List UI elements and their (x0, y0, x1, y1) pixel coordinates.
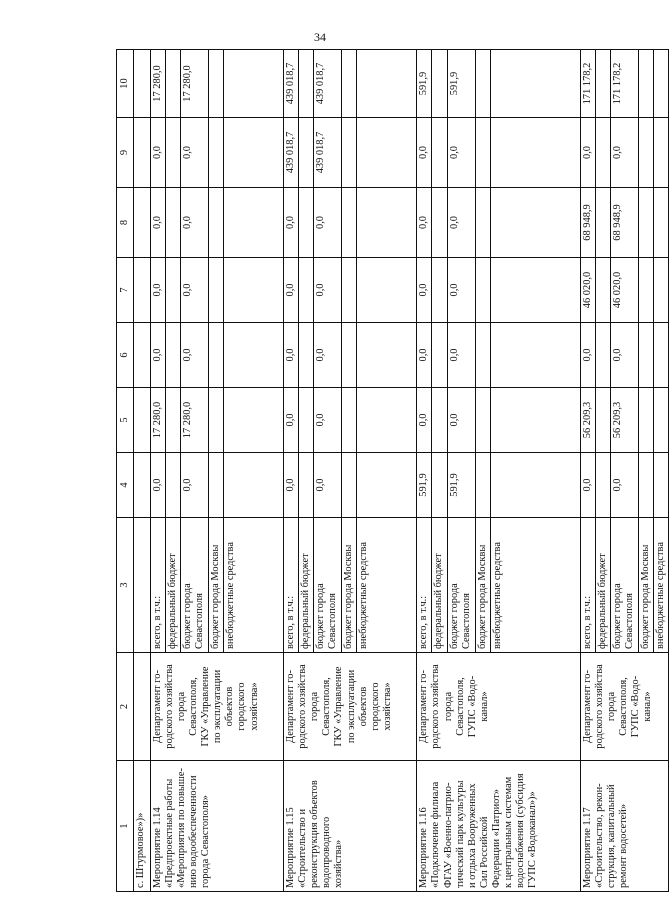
value-cell (653, 388, 668, 453)
executor-line: Департамент го- (418, 670, 430, 743)
value-cell (653, 188, 668, 258)
value-cell: 0,0 (314, 258, 342, 323)
value-cell (432, 50, 447, 118)
value-cell (299, 388, 314, 453)
value-cell (166, 118, 181, 188)
value-cell (475, 388, 490, 453)
value-cell: 439 018,7 (284, 50, 299, 118)
value-cell: 0,0 (284, 323, 299, 388)
executor-line: города (605, 691, 617, 722)
executor-line: Департамент го- (581, 670, 593, 743)
value-cell: 591,9 (447, 453, 475, 518)
value-cell: 0,0 (314, 188, 342, 258)
value-cell (432, 258, 447, 323)
activity-line: нию водообеспеченности (188, 775, 200, 888)
value-cell: 0,0 (151, 323, 166, 388)
activity-line: ремонт водосетей» (617, 803, 629, 888)
executor-line: Севастополя, (321, 677, 333, 736)
value-cell (342, 118, 357, 188)
value-cell (342, 188, 357, 258)
executor-line: города (442, 691, 454, 722)
executor-line: объектов (357, 686, 369, 727)
value-cell (166, 388, 181, 453)
activity-line: «Подключение филиала (430, 781, 442, 888)
funding-source-cell (580, 518, 595, 653)
table-body (151, 50, 669, 892)
funding-source-cell (638, 518, 653, 653)
funding-source-line: Севастополя (194, 593, 206, 649)
continuation-cell: с. Штурмовое»)» (134, 761, 151, 892)
funding-source-line: бюджет города (182, 583, 194, 649)
activity-line: струкция, капитальный (605, 784, 617, 888)
value-cell (475, 258, 490, 323)
funding-source-line: внебюджетные средства (225, 542, 237, 649)
activity-cell (151, 761, 284, 892)
value-cell (653, 453, 668, 518)
value-cell (490, 453, 580, 518)
funding-source-cell (209, 518, 224, 653)
activity-cell (580, 761, 668, 892)
value-cell: 439 018,7 (284, 118, 299, 188)
value-cell (299, 50, 314, 118)
funding-source-line: Севастополя (460, 593, 472, 649)
value-cell (357, 188, 417, 258)
header-cell: 9 (117, 118, 134, 188)
value-cell: 0,0 (284, 188, 299, 258)
value-cell (595, 453, 610, 518)
executor-line: Департамент го- (285, 670, 297, 743)
value-cell (490, 50, 580, 118)
value-cell (166, 453, 181, 518)
value-cell: 0,0 (181, 453, 209, 518)
value-cell: 0,0 (417, 188, 432, 258)
value-cell (638, 258, 653, 323)
value-cell: 17 280,0 (181, 50, 209, 118)
value-cell: 46 020,0 (610, 258, 638, 323)
value-cell: 0,0 (417, 258, 432, 323)
value-cell (299, 323, 314, 388)
value-cell (166, 50, 181, 118)
value-cell: 0,0 (151, 118, 166, 188)
executor-cell (417, 653, 580, 761)
executor-line: Севастополя, (617, 677, 629, 736)
activity-line: Сил Российской (478, 816, 490, 888)
page-number: 34 (314, 30, 326, 44)
value-cell: 68 948,9 (610, 188, 638, 258)
executor-line: города (176, 691, 188, 722)
value-cell (432, 388, 447, 453)
executor-line: Департамент го- (152, 670, 163, 743)
funding-source-cell (447, 518, 475, 653)
value-cell: 0,0 (580, 118, 595, 188)
funding-source-line: бюджет города (448, 583, 460, 649)
value-cell (490, 388, 580, 453)
activity-line: Мероприятие 1.14 (152, 807, 163, 888)
funding-source-cell (417, 518, 432, 653)
value-cell: 17 280,0 (151, 388, 166, 453)
funding-source-line: всего, в т.ч.: (418, 595, 430, 649)
value-cell: 0,0 (447, 388, 475, 453)
executor-line: по эксплуатации (212, 669, 224, 744)
value-cell (490, 258, 580, 323)
value-cell: 591,9 (447, 50, 475, 118)
funding-source-cell (432, 518, 447, 653)
funding-source-cell (284, 518, 299, 653)
activity-line: Мероприятие 1.15 (285, 807, 297, 888)
activity-line: ФГАУ «Военно-патрио- (442, 782, 454, 888)
activity-line: Мероприятие 1.17 (581, 807, 593, 888)
activity-cell (417, 761, 580, 892)
value-cell (299, 258, 314, 323)
executor-line: по эксплуатации (345, 669, 357, 744)
value-cell: 591,9 (417, 50, 432, 118)
funding-source-line: бюджет города Москвы (210, 544, 222, 649)
value-cell (342, 388, 357, 453)
executor-line: города (309, 691, 321, 722)
executor-line: Севастополя, (188, 677, 200, 736)
value-cell (299, 118, 314, 188)
activity-line: «Строительство и (297, 808, 309, 888)
activity-line: тический парк культуры (454, 780, 466, 888)
value-cell (224, 388, 284, 453)
funding-source-line: внебюджетные средства (491, 542, 503, 649)
value-cell: 591,9 (417, 453, 432, 518)
funding-source-line: Севастополя (623, 593, 635, 649)
value-cell: 56 209,3 (580, 388, 595, 453)
value-cell (653, 258, 668, 323)
funding-source-cell (299, 518, 314, 653)
value-cell: 0,0 (447, 323, 475, 388)
activity-line: ГУПС «Водоканал»)» (526, 791, 538, 888)
value-cell (299, 453, 314, 518)
value-cell (209, 453, 224, 518)
value-cell (475, 453, 490, 518)
value-cell (638, 453, 653, 518)
executor-line: канал» (478, 691, 490, 722)
funding-source-line: внебюджетные средства (654, 542, 666, 649)
value-cell (342, 453, 357, 518)
value-cell (342, 50, 357, 118)
value-cell (475, 188, 490, 258)
value-cell: 0,0 (151, 258, 166, 323)
value-cell: 0,0 (151, 453, 166, 518)
value-cell (166, 258, 181, 323)
executor-line: ГУПС «Водо- (466, 675, 478, 738)
funding-source-cell (224, 518, 284, 653)
value-cell (638, 388, 653, 453)
value-cell: 0,0 (284, 453, 299, 518)
value-cell (595, 188, 610, 258)
executor-line: родского хозяйства (164, 664, 176, 749)
value-cell (342, 258, 357, 323)
value-cell (209, 50, 224, 118)
value-cell (224, 258, 284, 323)
funding-source-line: всего, в т.ч.: (285, 595, 297, 649)
program-activities-table (116, 49, 669, 892)
value-cell: 0,0 (417, 388, 432, 453)
value-cell: 439 018,7 (314, 50, 342, 118)
table-row (151, 50, 166, 892)
executor-cell (284, 653, 417, 761)
value-cell (595, 118, 610, 188)
funding-source-line: федеральный бюджет (433, 553, 445, 649)
value-cell: 17 280,0 (151, 50, 166, 118)
value-cell (357, 323, 417, 388)
value-cell: 0,0 (417, 118, 432, 188)
funding-source-line: внебюджетные средства (358, 542, 370, 649)
value-cell (299, 188, 314, 258)
executor-line: ГУПС «Водо- (629, 675, 641, 738)
activity-line: «Мероприятия по повыше- (176, 768, 188, 888)
funding-source-line: бюджет города Москвы (343, 544, 355, 649)
value-cell: 0,0 (314, 453, 342, 518)
table-row (284, 50, 299, 892)
value-cell (490, 118, 580, 188)
value-cell: 0,0 (181, 188, 209, 258)
value-cell: 0,0 (181, 118, 209, 188)
value-cell (209, 118, 224, 188)
header-cell: 2 (117, 653, 134, 761)
header-cell: 3 (117, 518, 134, 653)
executor-line: городского (369, 682, 381, 731)
activity-cell (284, 761, 417, 892)
value-cell (653, 323, 668, 388)
value-cell (653, 118, 668, 188)
value-cell (638, 50, 653, 118)
executor-cell (580, 653, 668, 761)
value-cell: 171 178,2 (610, 50, 638, 118)
executor-line: Севастополя, (454, 677, 466, 736)
header-cell: 8 (117, 188, 134, 258)
landscape-sheet (116, 50, 666, 892)
value-cell (224, 188, 284, 258)
value-cell (224, 453, 284, 518)
table-row (417, 50, 432, 892)
header-cell: 7 (117, 258, 134, 323)
executor-line: канал» (641, 691, 653, 722)
funding-source-line: федеральный бюджет (300, 553, 312, 649)
executor-line: ГКУ «Управление (333, 666, 345, 747)
activity-line: Федерации «Патриот» (490, 789, 502, 888)
value-cell (357, 258, 417, 323)
value-cell (209, 258, 224, 323)
funding-source-cell (151, 518, 166, 653)
executor-line: хозяйства» (248, 682, 260, 731)
value-cell: 0,0 (314, 323, 342, 388)
activity-line: хозяйства» (333, 839, 345, 888)
value-cell (342, 323, 357, 388)
activity-line: и отдыха Вооруженных (466, 783, 478, 888)
value-cell (432, 188, 447, 258)
executor-line: хозяйства» (381, 682, 393, 731)
funding-source-cell (595, 518, 610, 653)
funding-source-cell (181, 518, 209, 653)
funding-source-cell (342, 518, 357, 653)
value-cell (166, 188, 181, 258)
funding-source-cell (475, 518, 490, 653)
activity-line: водопроводного (321, 816, 333, 888)
value-cell: 0,0 (610, 118, 638, 188)
activity-line: города Севастополя» (200, 795, 212, 888)
value-cell (209, 323, 224, 388)
funding-source-line: Севастополя (327, 593, 339, 649)
value-cell (432, 453, 447, 518)
value-cell (638, 118, 653, 188)
value-cell: 171 178,2 (580, 50, 595, 118)
funding-source-line: всего, в т.ч.: (152, 595, 163, 649)
value-cell (475, 50, 490, 118)
funding-source-cell (314, 518, 342, 653)
value-cell: 0,0 (580, 323, 595, 388)
value-cell: 0,0 (284, 388, 299, 453)
value-cell (638, 188, 653, 258)
value-cell (475, 323, 490, 388)
value-cell (595, 323, 610, 388)
value-cell: 46 020,0 (580, 258, 595, 323)
funding-source-line: федеральный бюджет (596, 553, 608, 649)
header-cell: 6 (117, 323, 134, 388)
executor-line: родского хозяйства (430, 664, 442, 749)
value-cell: 0,0 (447, 118, 475, 188)
value-cell (166, 323, 181, 388)
value-cell: 0,0 (181, 323, 209, 388)
activity-line: Мероприятие 1.16 (418, 807, 430, 888)
funding-source-cell (357, 518, 417, 653)
header-cell: 1 (117, 761, 134, 892)
value-cell: 56 209,3 (610, 388, 638, 453)
value-cell: 0,0 (314, 388, 342, 453)
value-cell (638, 323, 653, 388)
funding-source-cell (610, 518, 638, 653)
table-row (580, 50, 595, 892)
header-row (117, 50, 134, 892)
header-cell: 5 (117, 388, 134, 453)
value-cell: 0,0 (610, 323, 638, 388)
value-cell (224, 50, 284, 118)
value-cell (595, 50, 610, 118)
value-cell (224, 118, 284, 188)
funding-source-line: всего, в т.ч.: (581, 595, 593, 649)
value-cell: 0,0 (181, 258, 209, 323)
value-cell: 17 280,0 (181, 388, 209, 453)
value-cell: 0,0 (447, 188, 475, 258)
value-cell: 0,0 (151, 188, 166, 258)
value-cell: 0,0 (610, 453, 638, 518)
value-cell: 0,0 (284, 258, 299, 323)
funding-source-cell (490, 518, 580, 653)
executor-line: родского хозяйства (297, 664, 309, 749)
activity-line: реконструкция объектов (309, 780, 321, 888)
value-cell (209, 188, 224, 258)
funding-source-line: бюджет города (611, 583, 623, 649)
header-cell: 4 (117, 453, 134, 518)
funding-source-line: федеральный бюджет (167, 553, 179, 649)
funding-source-line: бюджет города Москвы (639, 544, 651, 649)
value-cell (490, 188, 580, 258)
value-cell: 0,0 (417, 323, 432, 388)
value-cell (209, 388, 224, 453)
activity-line: водоснабжения (субсидия (514, 773, 526, 888)
value-cell: 68 948,9 (580, 188, 595, 258)
value-cell (653, 50, 668, 118)
executor-line: городского (236, 682, 248, 731)
funding-source-cell (653, 518, 668, 653)
continuation-row (134, 50, 151, 892)
funding-source-line: бюджет города (315, 583, 327, 649)
executor-line: объектов (224, 686, 236, 727)
activity-line: «Строительство, рекон- (593, 783, 605, 888)
value-cell (595, 258, 610, 323)
value-cell: 439 018,7 (314, 118, 342, 188)
value-cell (357, 50, 417, 118)
value-cell (432, 118, 447, 188)
value-cell (357, 453, 417, 518)
value-cell (490, 323, 580, 388)
value-cell (357, 388, 417, 453)
value-cell (595, 388, 610, 453)
activity-line: к центральным системам (502, 776, 514, 888)
value-cell (475, 118, 490, 188)
funding-source-line: бюджет города Москвы (476, 544, 488, 649)
executor-line: ГКУ «Управление (200, 666, 212, 747)
value-cell (224, 323, 284, 388)
value-cell: 0,0 (580, 453, 595, 518)
header-cell: 10 (117, 50, 134, 118)
executor-cell (151, 653, 284, 761)
funding-source-cell (166, 518, 181, 653)
value-cell (432, 323, 447, 388)
value-cell: 0,0 (447, 258, 475, 323)
value-cell (357, 118, 417, 188)
activity-line: «Предпроектные работы (164, 778, 176, 888)
executor-line: родского хозяйства (593, 664, 605, 749)
